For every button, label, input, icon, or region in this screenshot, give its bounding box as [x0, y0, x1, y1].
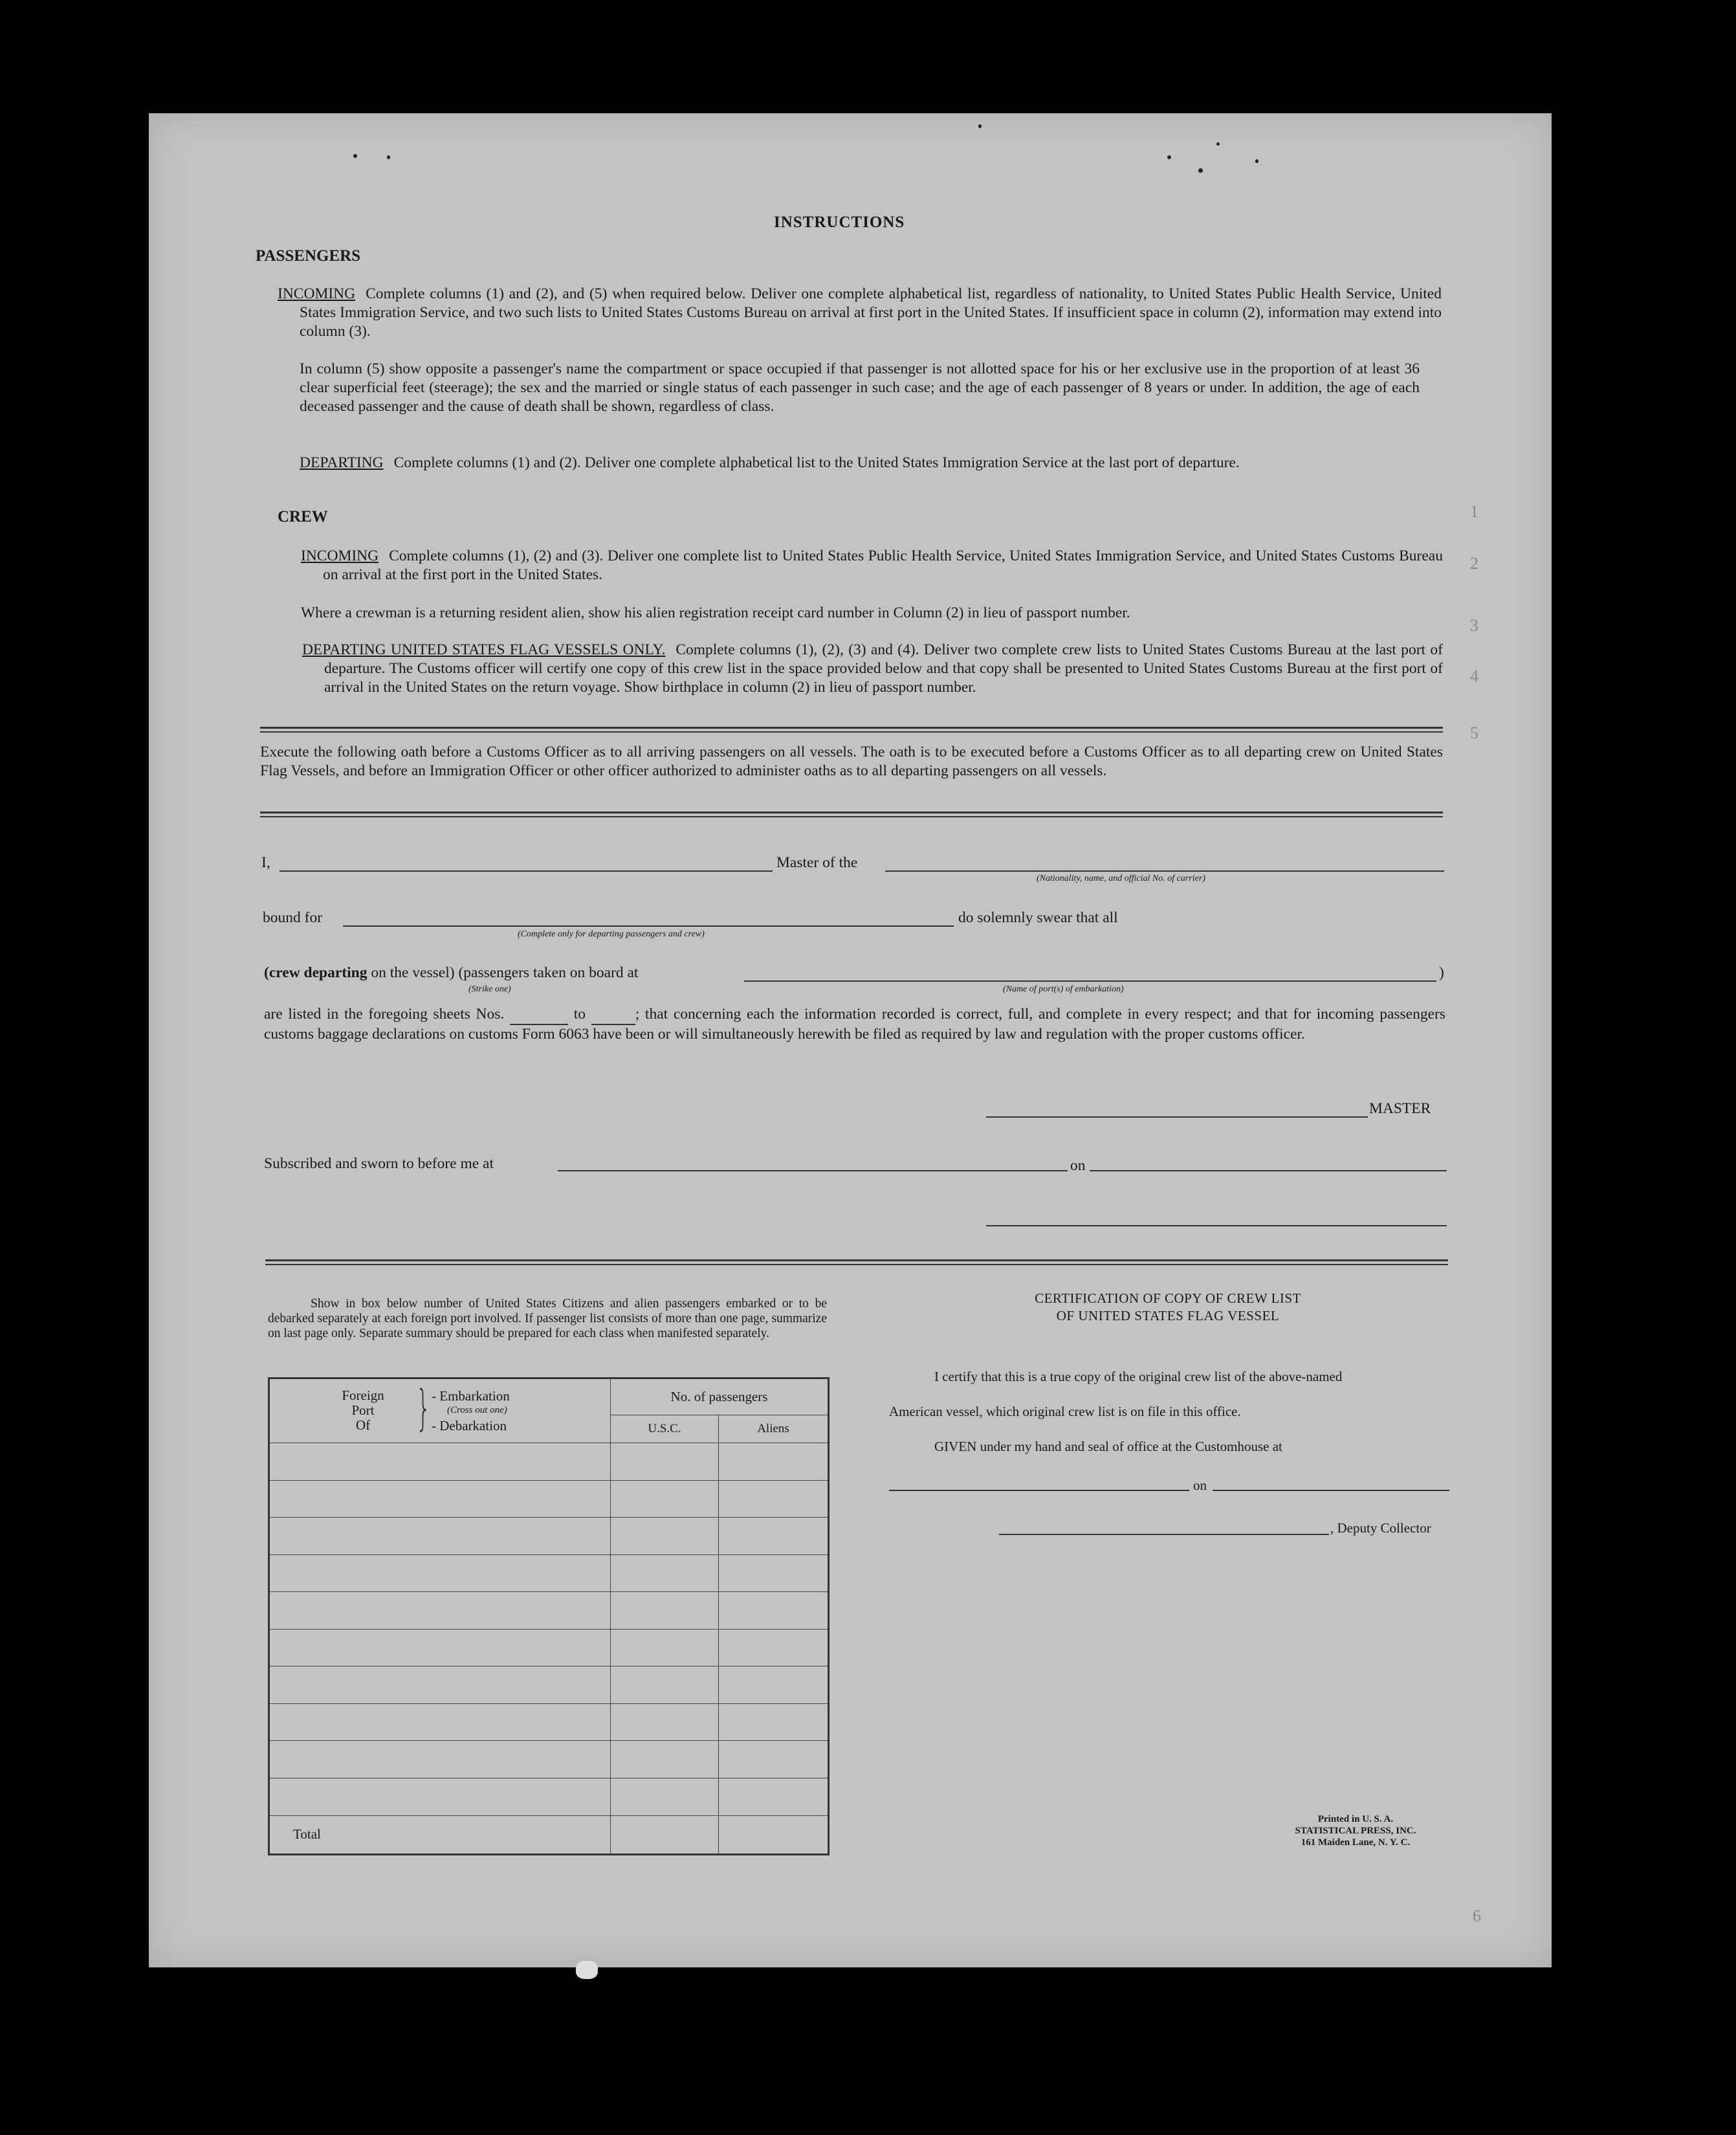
port-cell[interactable]	[269, 1518, 611, 1555]
crew-resident-instruction: Where a crewman is a returning resident alien, show his alien registration receipt card number in Column (2) in lieu of passport number.	[301, 604, 1130, 621]
margin-mark: 6	[1473, 1907, 1481, 1925]
given-line: GIVEN under my hand and seal of office at the Customhouse at	[934, 1439, 1282, 1454]
scan-speck	[1216, 142, 1220, 146]
table-row	[269, 1518, 829, 1555]
embarkation-label[interactable]: - Embarkation	[432, 1388, 510, 1404]
usc-cell[interactable]	[611, 1666, 719, 1704]
crew-incoming-text: Complete columns (1), (2) and (3). Deliver one complete list to United States Public Health Service, United States Immigration Service, and United States Customs Bureau on arrival at the first port in the United States.	[323, 548, 1443, 583]
passengers-incoming-instruction	[278, 285, 1442, 341]
foreign-port-of-label: Foreign Port Of	[342, 1388, 384, 1433]
margin-mark: 4	[1470, 667, 1478, 685]
bound-for-label: bound for	[263, 909, 323, 926]
scan-speck	[576, 1961, 598, 1979]
margin-mark: 1	[1470, 502, 1478, 521]
incoming-label: INCOMING	[278, 285, 356, 302]
port-cell[interactable]	[269, 1443, 611, 1481]
certification-title	[971, 1290, 1365, 1325]
crew-departing-option[interactable]: (crew departing	[264, 964, 368, 981]
aliens-cell[interactable]	[719, 1629, 829, 1666]
usc-header: U.S.C.	[611, 1415, 719, 1443]
strike-one-group	[264, 964, 638, 982]
scan-speck	[1167, 155, 1171, 159]
crew-incoming-instruction	[301, 547, 1443, 584]
port-cell[interactable]	[269, 1703, 611, 1741]
aliens-cell[interactable]	[719, 1443, 829, 1481]
deputy-signature-field[interactable]	[999, 1534, 1329, 1535]
crew-incoming-label: INCOMING	[301, 548, 379, 564]
port-cell[interactable]	[269, 1480, 611, 1518]
passengers-taken-option[interactable]: (passengers taken on board at	[458, 964, 639, 981]
certification-title-line2: OF UNITED STATES FLAG VESSEL	[1056, 1308, 1280, 1323]
usc-cell[interactable]	[611, 1629, 719, 1666]
certification-title-line1: CERTIFICATION OF COPY OF CREW LIST	[1035, 1290, 1301, 1306]
listed-prefix: are listed in the foregoing sheets Nos.	[264, 1006, 505, 1023]
passenger-summary-table	[268, 1377, 830, 1855]
scan-speck	[353, 154, 357, 158]
summary-note: Show in box below number of United States Citizens and alien passengers embarked or to be debarked separately at each foreign port involved. If passenger list consists of more than one page, summarize on last page only. Separate summary should be prepared for each class when manifested separately.	[268, 1297, 827, 1340]
oath-i-label: I,	[261, 854, 270, 871]
strike-one-caption: (Strike one)	[468, 984, 511, 994]
table-row	[269, 1554, 829, 1592]
printer-imprint: Printed in U. S. A. STATISTICAL PRESS, INC. 161 Maiden Lane, N. Y. C.	[1295, 1814, 1416, 1848]
table-row	[269, 1443, 829, 1481]
usc-cell[interactable]	[611, 1741, 719, 1778]
usc-cell[interactable]	[611, 1480, 719, 1518]
master-name-field[interactable]	[280, 870, 773, 872]
total-aliens-cell[interactable]	[719, 1815, 829, 1855]
carrier-field[interactable]	[885, 870, 1444, 872]
port-cell[interactable]	[269, 1629, 611, 1666]
crew-heading: CREW	[278, 508, 328, 525]
brace-icon: }	[415, 1380, 432, 1436]
table-row	[269, 1666, 829, 1704]
aliens-cell[interactable]	[719, 1666, 829, 1704]
aliens-cell[interactable]	[719, 1703, 829, 1741]
crew-departing-instruction	[302, 641, 1443, 697]
departing-label: DEPARTING	[300, 454, 384, 471]
foreign-port-header	[269, 1378, 611, 1443]
sworn-date-field[interactable]	[1090, 1170, 1447, 1171]
crew-departing-label: DEPARTING UNITED STATES FLAG VESSELS ONLY.	[302, 641, 666, 658]
certify-line2: American vessel, which original crew list is on file in this office.	[889, 1404, 1241, 1419]
sheet-from-field[interactable]	[510, 1005, 568, 1025]
master-signature-field[interactable]	[986, 1116, 1368, 1118]
carrier-caption: (Nationality, name, and official No. of carrier)	[1037, 874, 1205, 883]
ports-caption: (Name of port(s) of embarkation)	[1003, 984, 1124, 994]
master-of-label: Master of the	[776, 854, 858, 871]
double-rule	[260, 727, 1443, 733]
incoming-text: Complete columns (1) and (2), and (5) when required below. Deliver one complete alphabetical list, regardless of nationality, to United States Public Health Service, United States Immigration Service, and two such lists to United States Customs Bureau on arrival at first port in the United States. If insufficient space in column (2), information may extend into column (3).	[300, 285, 1442, 340]
usc-cell[interactable]	[611, 1518, 719, 1555]
usc-cell[interactable]	[611, 1554, 719, 1592]
column5-instruction: In column (5) show opposite a passenger's name the compartment or space occupied if that passenger is not allotted space for his or her exclusive use in the proportion of at least 36 clear superficial feet (steerage); the sex and the married or single status of each passenger in such case; and the age of each passenger of 8 years or under. In addition, the age of each deceased passenger and the cause of death shall be shown, regardless of class.	[300, 360, 1420, 415]
scan-speck	[1198, 168, 1203, 173]
on-vessel-option: on the vessel)	[371, 964, 455, 981]
usc-cell[interactable]	[611, 1443, 719, 1481]
sworn-on-label: on	[1070, 1157, 1086, 1174]
departing-text: Complete columns (1) and (2). Deliver one complete alphabetical list to the United States Immigration Service at the last port of departure.	[393, 454, 1240, 471]
embarkation-ports-field[interactable]	[744, 980, 1436, 982]
usc-cell[interactable]	[611, 1778, 719, 1815]
bound-for-field[interactable]	[343, 925, 954, 927]
sworn-place-field[interactable]	[558, 1170, 1068, 1171]
cert-on-label: on	[1193, 1477, 1207, 1493]
oath-statement	[264, 1005, 1445, 1044]
scan-speck	[978, 124, 982, 128]
certify-line1: I certify that this is a true copy of the original crew list of the above-named	[934, 1369, 1343, 1384]
bound-for-caption: (Complete only for departing passengers and crew)	[518, 929, 705, 939]
customhouse-field[interactable]	[889, 1490, 1189, 1491]
cert-date-field[interactable]	[1213, 1490, 1449, 1491]
subscribed-label: Subscribed and sworn to before me at	[264, 1155, 494, 1172]
total-usc-cell[interactable]	[611, 1815, 719, 1855]
double-rule	[265, 1259, 1448, 1265]
table-row	[269, 1778, 829, 1815]
swear-label: do solemnly swear that all	[958, 909, 1118, 926]
aliens-cell[interactable]	[719, 1554, 829, 1592]
table-row	[269, 1592, 829, 1630]
margin-mark: 5	[1470, 724, 1478, 742]
scan-speck	[387, 155, 390, 159]
usc-cell[interactable]	[611, 1703, 719, 1741]
no-of-passengers-header: No. of passengers	[611, 1378, 829, 1415]
passengers-departing-instruction	[300, 454, 1442, 472]
scan-speck	[1255, 159, 1258, 163]
table-row	[269, 1741, 829, 1778]
sheet-to-field[interactable]	[591, 1005, 635, 1025]
passengers-heading: PASSENGERS	[256, 247, 361, 265]
margin-mark: 3	[1470, 616, 1478, 635]
aliens-header: Aliens	[719, 1415, 829, 1443]
deputy-collector-label: , Deputy Collector	[1330, 1520, 1431, 1536]
port-cell[interactable]	[269, 1554, 611, 1592]
margin-mark: 2	[1470, 554, 1478, 573]
table-row	[269, 1629, 829, 1666]
to-label: to	[573, 1006, 586, 1023]
officer-signature-field[interactable]	[986, 1225, 1447, 1226]
double-rule	[260, 812, 1443, 817]
aliens-cell[interactable]	[719, 1592, 829, 1630]
usc-cell[interactable]	[611, 1592, 719, 1630]
table-row	[269, 1480, 829, 1518]
crew-departing-text: Complete columns (1), (2), (3) and (4). Deliver two complete crew lists to United States Customs Bureau at the last port of departure. The Customs officer will certify one copy of this crew list in the space provided below and that copy shall be presented to United States Customs Bureau at the first port of arrival in the United States on the return voyage. Show birthplace in column (2) in lieu of passport number.	[324, 641, 1443, 696]
port-cell[interactable]	[269, 1592, 611, 1630]
listed-suffix: ; that concerning each the information recorded is correct, full, and complete in every respect; and that for incoming passengers customs baggage declarations on customs Form 6063 have been or will simultaneously herewith be filed as required by law and regulation with the proper customs officer.	[264, 1006, 1446, 1043]
table-row	[269, 1703, 829, 1741]
aliens-cell[interactable]	[719, 1480, 829, 1518]
master-label: MASTER	[1369, 1100, 1431, 1117]
total-label: Total	[269, 1815, 611, 1855]
oath-instructions: Execute the following oath before a Customs Officer as to all arriving passengers on all vessels. The oath is to be executed before a Customs Officer as to all departing crew on United States Flag Vessels, and before an Immigration Officer or other officer authorized to administer oaths as to all departing passengers on all vessels.	[260, 744, 1443, 779]
port-cell[interactable]	[269, 1778, 611, 1815]
aliens-cell[interactable]	[719, 1778, 829, 1815]
aliens-cell[interactable]	[719, 1741, 829, 1778]
port-cell[interactable]	[269, 1741, 611, 1778]
debarkation-label[interactable]: - Debarkation	[432, 1418, 507, 1433]
page-title: INSTRUCTIONS	[774, 214, 905, 231]
cross-out-caption: (Cross out one)	[447, 1405, 507, 1415]
aliens-cell[interactable]	[719, 1518, 829, 1555]
port-cell[interactable]	[269, 1666, 611, 1704]
close-paren: )	[1439, 964, 1444, 981]
